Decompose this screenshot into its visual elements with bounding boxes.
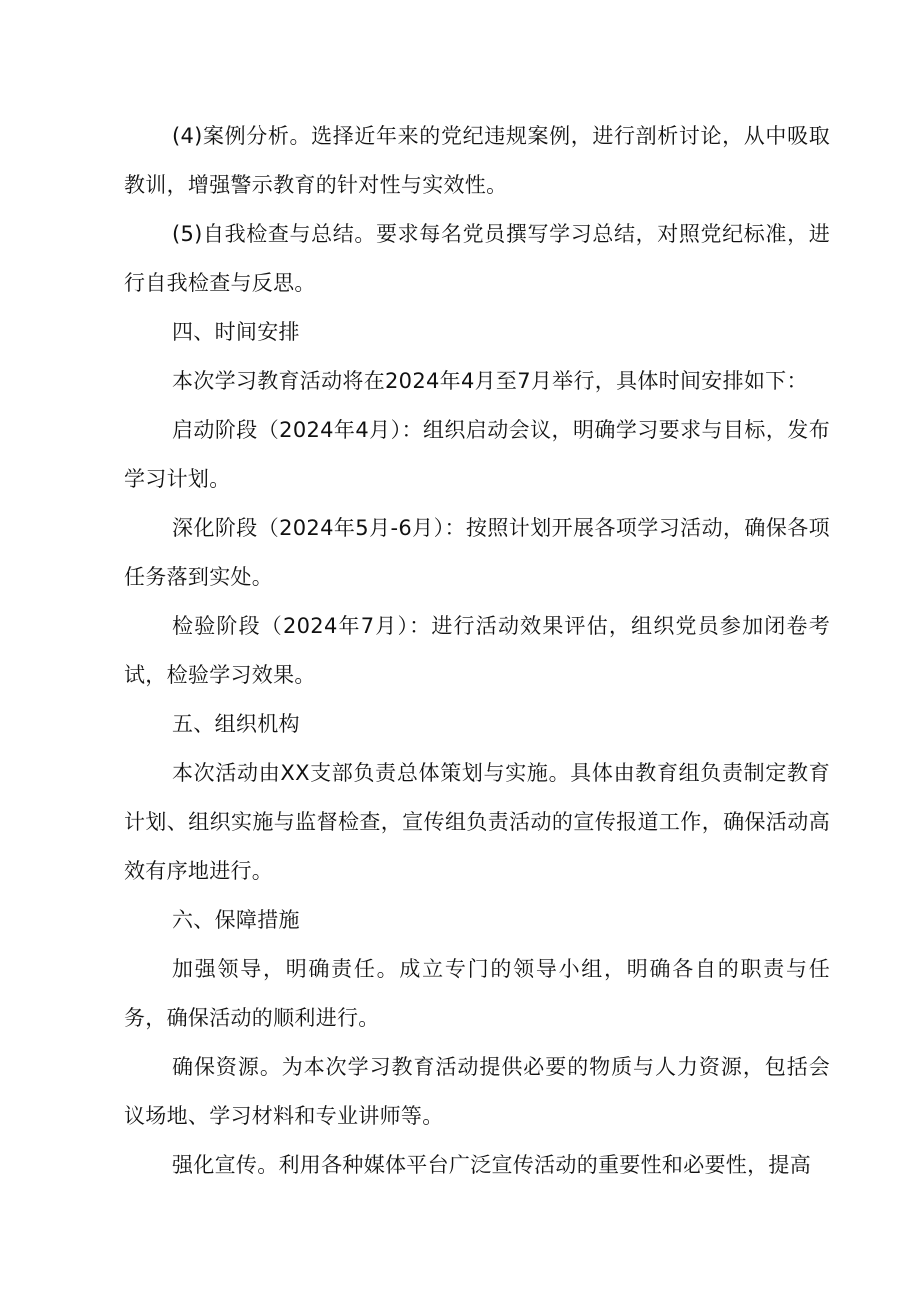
paragraph-self-check: (5)自我检查与总结。要求每名党员撰写学习总结，对照党纪标准，进行自我检查与反思。 [124, 222, 830, 295]
section-heading-schedule: 四、时间安排 [172, 320, 300, 344]
paragraph-case-analysis: (4)案例分析。选择近年来的党纪违规案例，进行剖析讨论，从中吸取教训，增强警示教育的针对性与实效性。 [124, 124, 830, 197]
paragraph-schedule-intro: 本次学习教育活动将在2024年4月至7月举行，具体时间安排如下： [172, 369, 808, 393]
section-heading-organization: 五、组织机构 [172, 712, 300, 736]
paragraph-publicity: 强化宣传。利用各种媒体平台广泛宣传活动的重要性和必要性，提高 [172, 1153, 811, 1177]
paragraph-resources: 确保资源。为本次学习教育活动提供必要的物质与人力资源，包括会议场地、学习材料和专业讲师等。 [124, 1055, 830, 1128]
paragraph-organization: 本次活动由XX支部负责总体策划与实施。具体由教育组负责制定教育计划、组织实施与监督检查，宣传组负责活动的宣传报道工作，确保活动高效有序地进行。 [124, 761, 830, 883]
paragraph-leadership: 加强领导，明确责任。成立专门的领导小组，明确各自的职责与任务，确保活动的顺利进行。 [124, 957, 830, 1030]
section-heading-safeguards: 六、保障措施 [172, 908, 300, 932]
paragraph-deepen-phase: 深化阶段（2024年5月-6月）：按照计划开展各项学习活动，确保各项任务落到实处。 [124, 516, 830, 589]
paragraph-launch-phase: 启动阶段（2024年4月）：组织启动会议，明确学习要求与目标，发布学习计划。 [124, 418, 830, 491]
document-body [124, 112, 830, 1190]
paragraph-check-phase: 检验阶段（2024年7月）：进行活动效果评估，组织党员参加闭卷考试，检验学习效果。 [124, 614, 830, 687]
